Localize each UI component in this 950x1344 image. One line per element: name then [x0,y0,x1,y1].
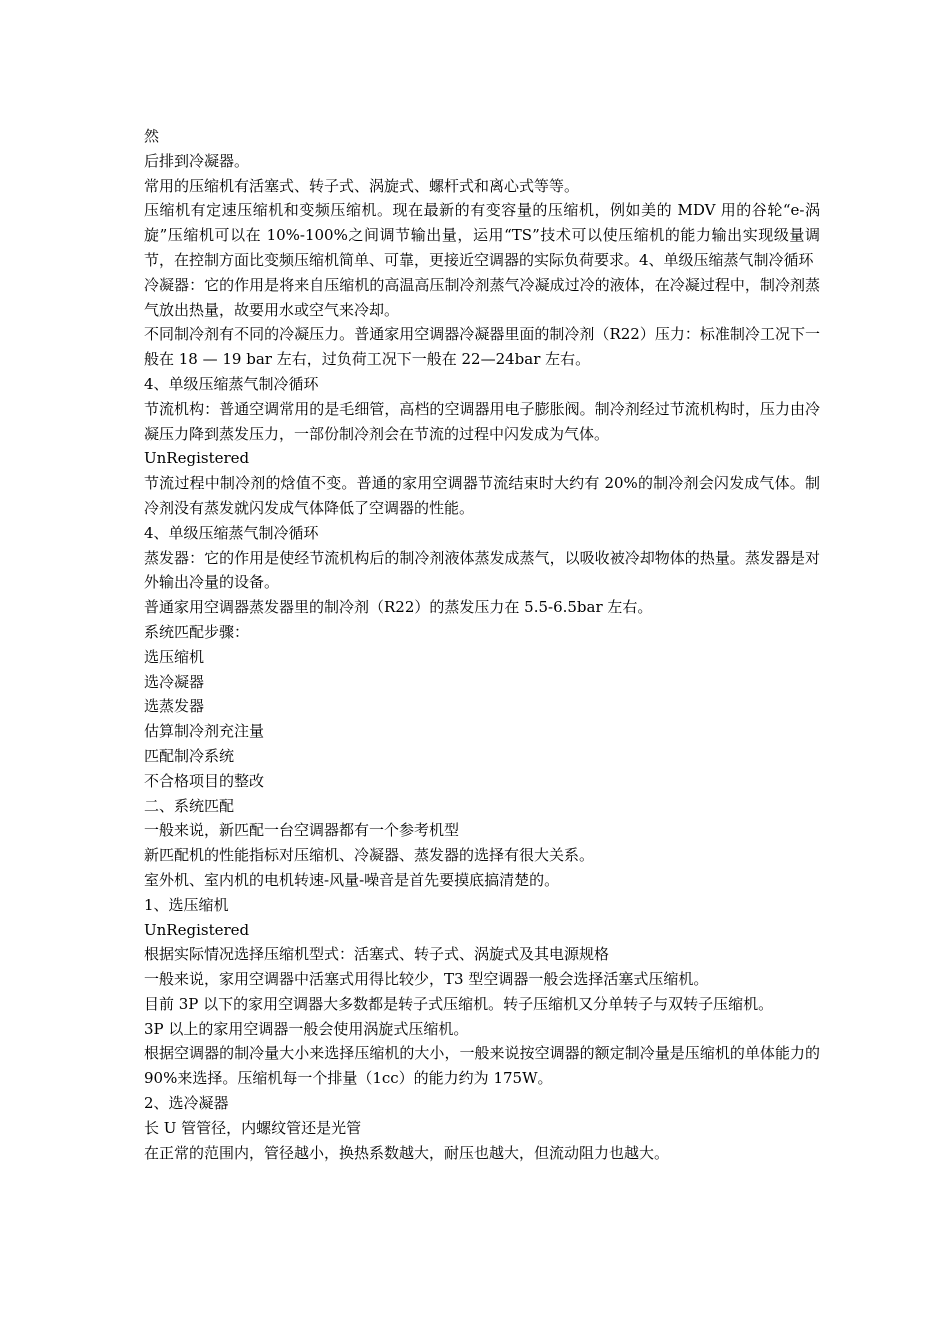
list-item: 估算制冷剂充注量 [144,722,265,741]
paragraph: 压缩机有定速压缩机和变频压缩机。现在最新的有变容量的压缩机，例如美的 MDV 用的谷轮“e-涡旋”压缩机可以在 10%-100%之间调节输出量，运用“TS”技术可以使压缩机的能力输出实现级量调节，在控制方面比变频压缩机简单、可靠，更接近空调器的实际负荷要求。4、单级压缩蒸气制冷循环 [144,201,820,269]
section-heading: 二、系统匹配 [144,796,235,815]
paragraph: 室外机、室内机的电机转速-风量-噪音是首先要摸底搞清楚的。 [144,870,560,889]
paragraph: 普通家用空调器蒸发器里的制冷剂（R22）的蒸发压力在 5.5-6.5bar 左右。 [144,598,653,617]
paragraph: 根据实际情况选择压缩机型式：活塞式、转子式、涡旋式及其电源规格 [144,945,610,964]
paragraph: 蒸发器：它的作用是使经节流机构后的制冷剂液体蒸发成蒸气，以吸收被冷却物体的热量。蒸发器是对外输出冷量的设备。 [144,548,820,592]
list-item: 匹配制冷系统 [144,746,235,765]
paragraph: 后排到冷凝器。 [144,151,250,170]
paragraph: 不同制冷剂有不同的冷凝压力。普通家用空调器冷凝器里面的制冷剂（R22）压力：标准制冷工况下一般在 18 — 19 bar 左右，过负荷工况下一般在 22—24bar 左右。 [144,325,820,369]
paragraph: 新匹配机的性能指标对压缩机、冷凝器、蒸发器的选择有很大关系。 [144,846,595,865]
paragraph: 目前 3P 以下的家用空调器大多数都是转子式压缩机。转子压缩机又分单转子与双转子压缩机。 [144,994,774,1013]
section-heading: 1、选压缩机 [144,895,229,914]
paragraph: 在正常的范围内，管径越小，换热系数越大，耐压也越大，但流动阻力也越大。 [144,1143,670,1162]
list-item: 选冷凝器 [144,672,205,691]
paragraph: 冷凝器：它的作用是将来自压缩机的高温高压制冷剂蒸气冷凝成过冷的液体，在冷凝过程中，制冷剂蒸气放出热量，故要用水或空气来冷却。 [144,275,820,319]
watermark-text: UnRegistered [144,920,250,939]
list-item: 不合格项目的整改 [144,771,265,790]
paragraph: 3P 以上的家用空调器一般会使用涡旋式压缩机。 [144,1019,469,1038]
paragraph: 然 [144,127,160,145]
paragraph: 一般来说，家用空调器中活塞式用得比较少，T3 型空调器一般会选择活塞式压缩机。 [144,970,709,989]
paragraph: 节流过程中制冷剂的焓值不变。普通的家用空调器节流结束时大约有 20%的制冷剂会闪发成气体。制冷剂没有蒸发就闪发成气体降低了空调器的性能。 [144,474,820,517]
paragraph: 节流机构：普通空调常用的是毛细管，高档的空调器用电子膨胀阀。制冷剂经过节流机构时，压力由冷凝压力降到蒸发压力，一部份制冷剂会在节流的过程中闪发成为气体。 [144,399,820,443]
watermark-text: UnRegistered [144,449,250,468]
document-body [144,124,820,1165]
section-heading: 4、单级压缩蒸气制冷循环 [144,523,319,542]
list-item: 选蒸发器 [144,697,205,716]
paragraph: 根据空调器的制冷量大小来选择压缩机的大小，一般来说按空调器的额定制冷量是压缩机的单体能力的 90%来选择。压缩机每一个排量（1cc）的能力约为 175W。 [144,1044,820,1088]
paragraph: 一般来说，新匹配一台空调器都有一个参考机型 [144,821,460,840]
section-heading: 系统匹配步骤： [144,622,250,641]
paragraph: 常用的压缩机有活塞式、转子式、涡旋式、螺杆式和离心式等等。 [144,176,580,195]
paragraph: 长 U 管管径，内螺纹管还是光管 [144,1118,362,1137]
section-heading: 4、单级压缩蒸气制冷循环 [144,374,319,393]
section-heading: 2、选冷凝器 [144,1094,229,1113]
list-item: 选压缩机 [144,647,205,666]
